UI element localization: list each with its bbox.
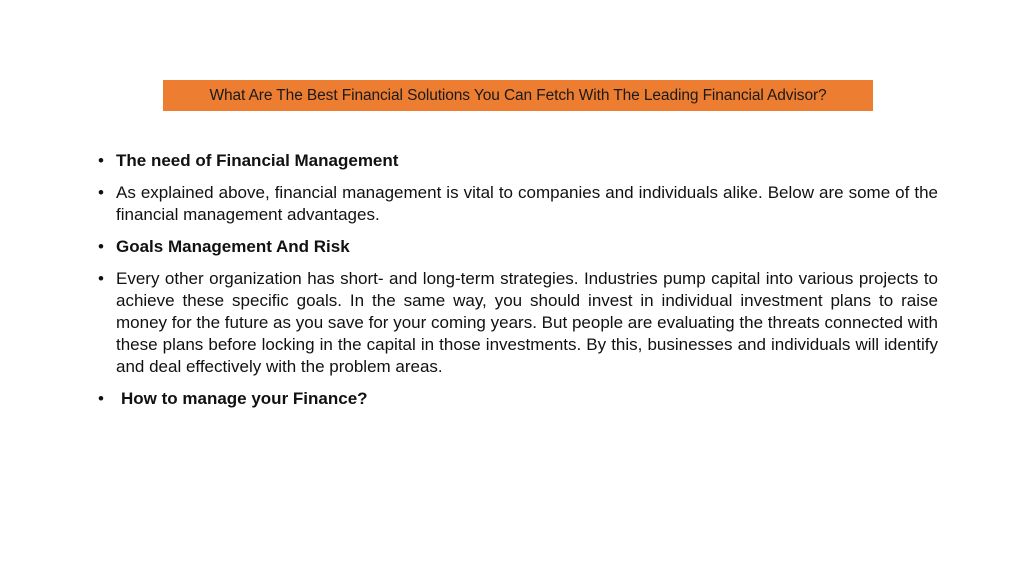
- bullet-icon: •: [98, 183, 104, 202]
- bullet-heading: Goals Management And Risk: [116, 237, 350, 256]
- bullet-icon: •: [98, 237, 104, 256]
- bullet-heading: The need of Financial Management: [116, 151, 399, 170]
- bullet-icon: •: [98, 151, 104, 170]
- bullet-item: [98, 268, 938, 378]
- title-banner: [163, 80, 873, 111]
- bullet-item: [98, 236, 938, 258]
- bullet-text: As explained above, financial management is vital to companies and individuals alike. Below are some of the financial management advantages.: [116, 183, 938, 224]
- bullet-heading: How to manage your Finance?: [121, 389, 368, 408]
- bullet-icon: •: [98, 389, 104, 408]
- bullet-item: [98, 150, 938, 172]
- bullet-item: [98, 388, 938, 410]
- bullet-list: [98, 150, 938, 420]
- bullet-text: Every other organization has short- and long-term strategies. Industries pump capital into various projects to achieve these specific goals. In the same way, you should invest in individual investment plans to raise money for the future as you save for your coming years. But people are evaluating the threats connected with these plans before locking in the capital in those investments. By this, businesses and individuals will identify and deal effectively with the problem areas.: [116, 269, 938, 376]
- slide-title: What Are The Best Financial Solutions You Can Fetch With The Leading Financial Advisor?: [209, 86, 827, 104]
- bullet-icon: •: [98, 269, 104, 288]
- bullet-item: [98, 182, 938, 226]
